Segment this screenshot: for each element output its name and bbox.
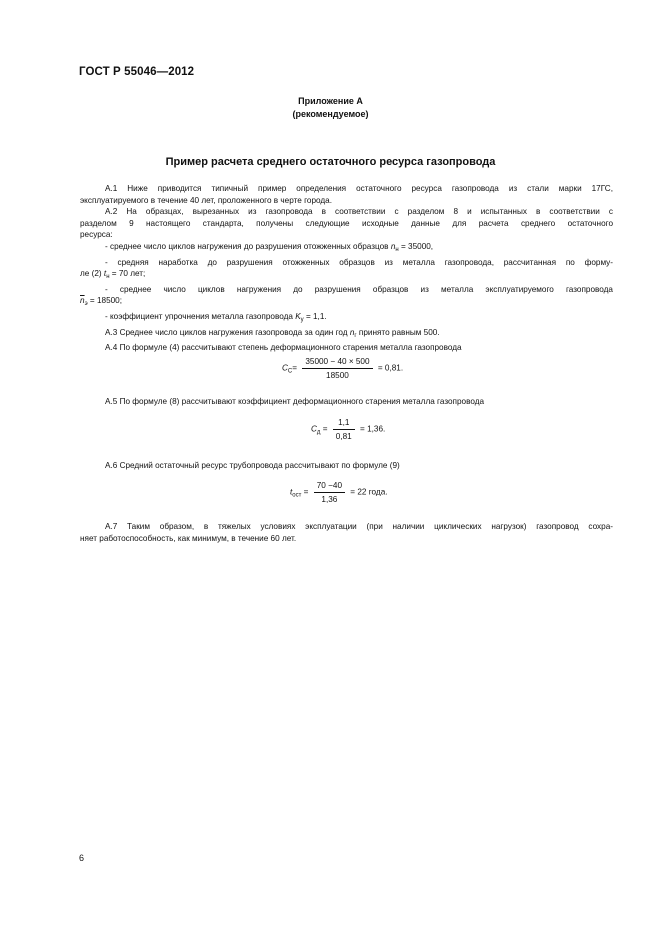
document-code: ГОСТ Р 55046—2012 [79,66,195,78]
body-text [80,183,613,354]
paragraph-a6: А.6 Средний остаточный ресурс трубопровода рассчитывают по формуле (9) [105,461,400,470]
formula-tost-result: = 22 года. [350,487,388,497]
formula-cc-fraction [302,357,372,380]
list-item-3-subscript: э [84,301,88,308]
paragraph-a6-block [80,460,613,472]
formula-tost [290,481,388,504]
list-item-1-symbol: n [390,241,396,251]
list-item-2-symbol: t [103,269,107,279]
formula-cd [311,418,385,441]
list-item-4-subscript: у [300,316,304,323]
list-item-4-value: = 1,1. [305,311,327,321]
formula-cc [282,357,403,380]
list-item-2-line2 [80,268,613,284]
list-item-4-symbol: K [295,311,301,321]
list-item-3-symbol: $\overline{n}$ [80,296,85,306]
list-item-4 [80,311,613,327]
list-item-2-subscript: н [106,274,110,281]
appendix-label: Приложение А [298,96,363,106]
page-number: 6 [79,853,85,863]
paragraph-a4: А.4 По формуле (4) рассчитывают степень деформационного старения металла газопровода [105,343,462,353]
formula-cc-numerator: 35000 − 40 × 500 [302,357,372,369]
formula-cd-lhs: C [311,424,317,434]
paragraph-a3-tail: принято равным 500. [358,327,440,337]
paragraph-a7-line1: А.7 Таким образом, в тяжелых условиях эксплуатации (при наличии циклических нагрузок) газопровод сохра- [105,522,613,531]
list-item-1 [80,241,613,257]
paragraph-a2-line2: разделом 9 настоящего стандарта, получены следующие исходные данные для расчета среднего остаточного [80,218,613,228]
paragraph-a7-block [80,521,613,544]
formula-cc-result: = 0,81. [377,363,404,373]
formula-tost-fraction [314,481,345,504]
paragraph-a3-text: А.3 Среднее число циклов нагружения газопровода за один год [105,327,348,337]
formula-cd-denominator: 0,81 [335,432,352,441]
list-item-2-prefix: ле (2) [80,269,102,279]
formula-cc-lhs: C [282,363,288,373]
paragraph-a7-line2: няет работоспособность, как минимум, в течение 60 лет. [80,533,297,543]
paragraph-a5: А.5 По формуле (8) рассчитывают коэффициент деформационного старения металла газопровода [105,397,485,406]
formula-cc-eq: = [292,363,298,373]
paragraph-a2-line3: ресурса: [80,230,113,240]
list-item-2-line1: - средняя наработка до разрушения отожженных образцов из металла газопровода, рассчитанная по форму- [105,257,613,267]
paragraph-a1-line1: А.1 Ниже приводится типичный пример определения остаточного ресурса газопровода из стали марки 17ГС, [105,184,613,193]
formula-cd-lhs-sub: д [316,429,321,436]
appendix-note: (рекомендуемое) [292,109,369,119]
paragraph-a3-symbol: n [349,327,355,337]
formula-cd-result: = 1,36. [360,424,386,434]
formula-cd-fraction [333,418,355,441]
formula-cd-numerator: 1,1 [333,418,355,430]
formula-tost-lhs-sub: ост [292,492,302,499]
list-item-1-text: - среднее число циклов нагружения до разрушения отожженных образцов [105,241,389,251]
paragraph-a3 [80,327,613,343]
list-item-3-line2 [80,295,613,311]
formula-cd-eq: = [322,424,328,434]
section-title: Пример расчета среднего остаточного ресурса газопровода [165,156,496,168]
list-item-3-value: = 18500; [89,296,123,306]
paragraph-a1-line2: эксплуатируемого в течение 40 лет, проложенного в черте города. [80,195,332,205]
list-item-2-value: = 70 лет; [111,269,146,279]
formula-tost-denominator: 1,36 [321,495,338,504]
paragraph-a2-line1: А.2 На образцах, вырезанных из газопровода в соответствии с разделом 8 и испытанных в соответствии с [105,207,613,217]
list-item-4-text: - коэффициент упрочнения металла газопровода [105,311,293,321]
paragraph-a3-subscript: г [354,332,357,339]
formula-tost-numerator: 70 −40 [314,481,345,493]
formula-tost-lhs: t [290,487,293,497]
list-item-1-value: = 35000, [400,241,434,251]
paragraph-a5-block [80,396,613,408]
formula-tost-eq: = [303,487,309,497]
formula-cc-lhs-sub: С [287,368,293,375]
formula-cc-denominator: 18500 [326,371,349,380]
list-item-3-line1: - среднее число циклов нагружения до разрушения образцов из металла эксплуатируемого газопровода [105,284,613,294]
list-item-1-subscript: н [395,246,399,253]
